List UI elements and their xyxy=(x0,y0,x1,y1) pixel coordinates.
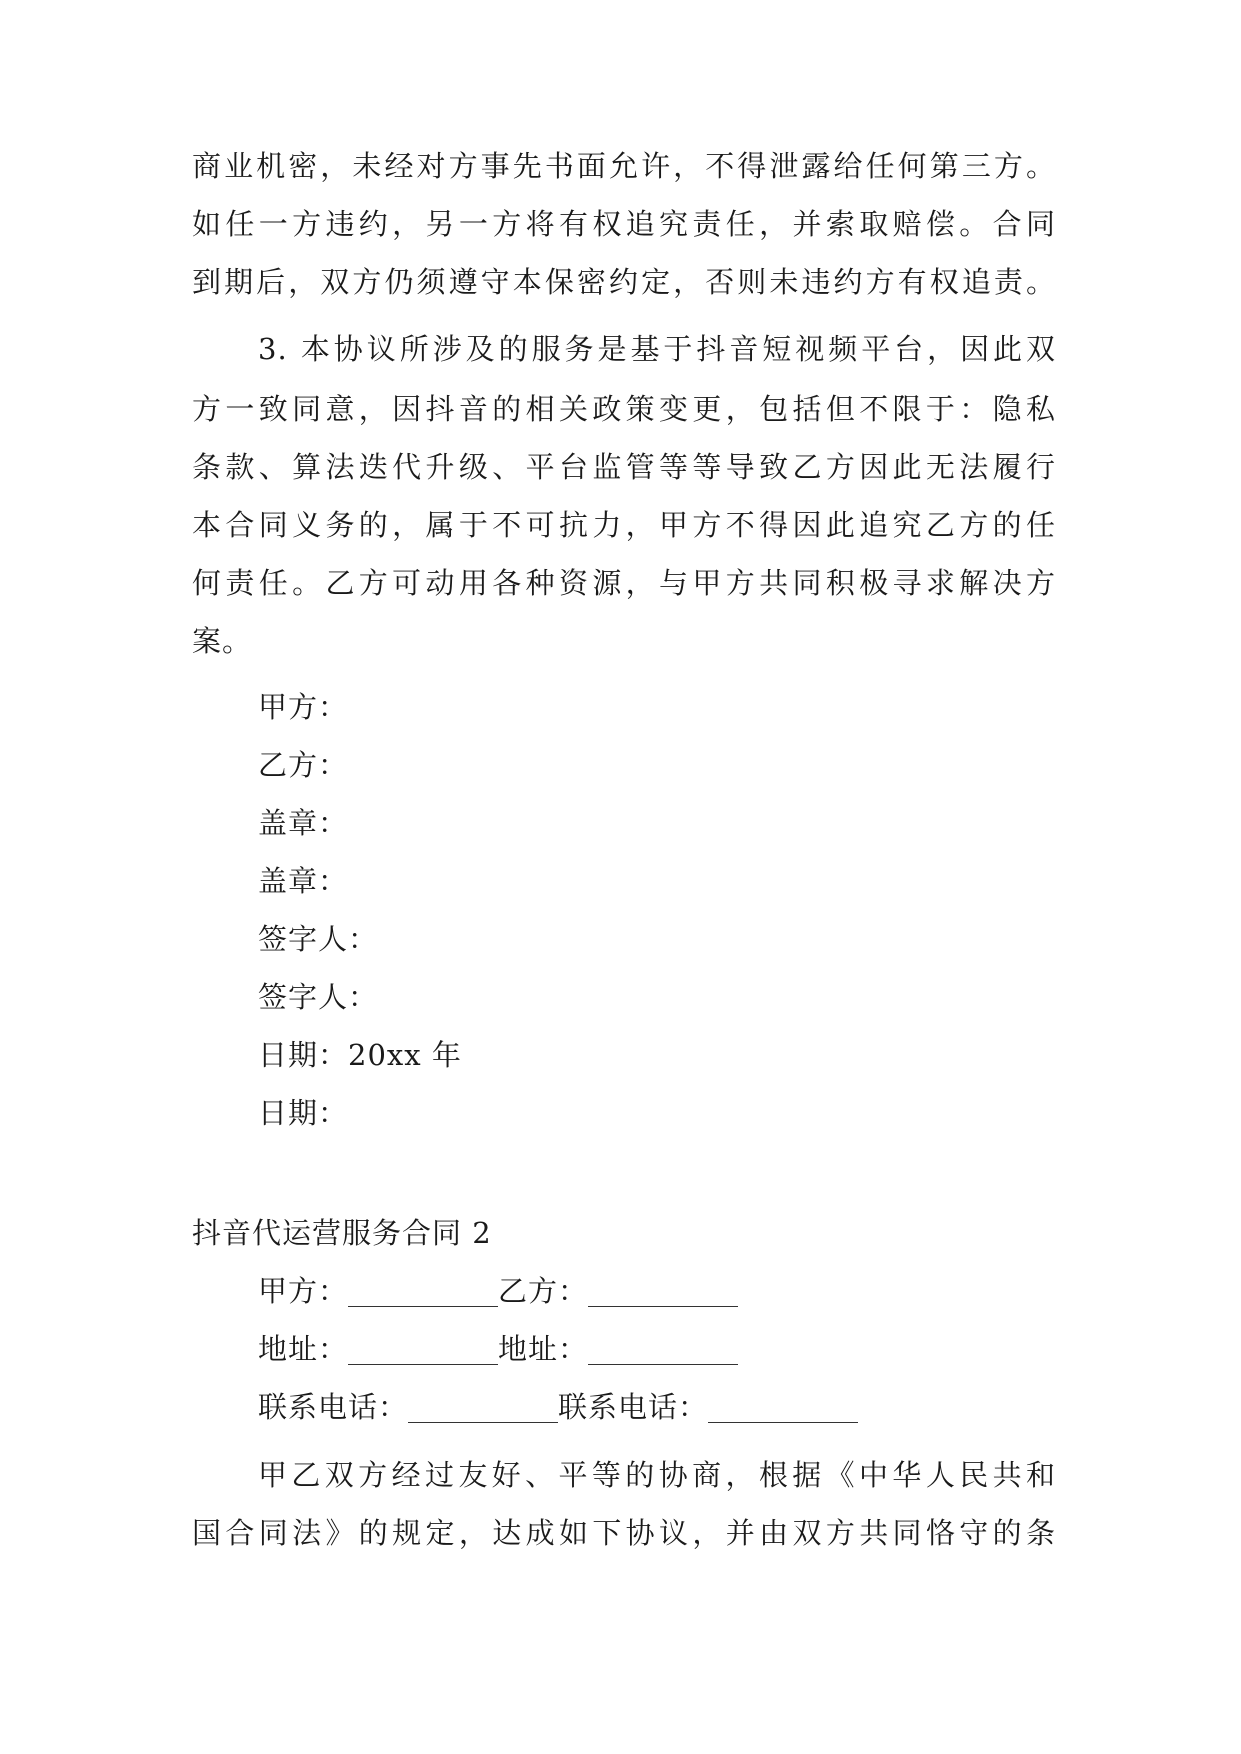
party-row xyxy=(258,1262,738,1320)
party-a-blank xyxy=(348,1272,498,1307)
party-b-label: 乙方： xyxy=(498,1274,589,1308)
clause-3-line: 本合同义务的，属于不可抗力，甲方不得因此追究乙方的任 xyxy=(192,508,1056,542)
clause-3-line: 方一致同意，因抖音的相关政策变更，包括但不限于：隐私 xyxy=(192,392,1056,426)
paragraph-line: 如任一方违约，另一方将有权追究责任，并索取赔偿。合同 xyxy=(192,207,1056,241)
contract-title: 抖音代运营服务合同 2 xyxy=(192,1216,492,1250)
signer-label: 签字人： xyxy=(258,980,379,1014)
address-b-blank xyxy=(588,1330,738,1365)
phone-row xyxy=(258,1378,858,1436)
intro-line: 国合同法》的规定，达成如下协议，并由双方共同恪守的条 xyxy=(192,1516,1056,1550)
address-a-blank xyxy=(348,1330,498,1365)
address-b-label: 地址： xyxy=(498,1332,589,1366)
seal-label: 盖章： xyxy=(258,864,349,898)
address-a-label: 地址： xyxy=(258,1332,349,1366)
intro-line: 甲乙双方经过友好、平等的协商，根据《中华人民共和 xyxy=(258,1458,1056,1492)
phone-b-label: 联系电话： xyxy=(558,1390,709,1424)
clause-3-line: 3. 本协议所涉及的服务是基于抖音短视频平台，因此双 xyxy=(258,332,1056,366)
phone-a-label: 联系电话： xyxy=(258,1390,409,1424)
signer-label: 签字人： xyxy=(258,922,379,956)
party-b-blank xyxy=(588,1272,738,1307)
paragraph-line: 到期后，双方仍须遵守本保密约定，否则未违约方有权追责。 xyxy=(192,265,1056,299)
address-row xyxy=(258,1320,738,1378)
clause-3-line: 条款、算法迭代升级、平台监管等等导致乙方因此无法履行 xyxy=(192,450,1056,484)
phone-b-blank xyxy=(708,1388,858,1423)
phone-a-blank xyxy=(408,1388,558,1423)
date-label: 日期：20xx 年 xyxy=(258,1038,462,1072)
clause-3-line: 案。 xyxy=(192,624,253,658)
paragraph-line: 商业机密，未经对方事先书面允许，不得泄露给任何第三方。 xyxy=(192,149,1056,183)
date-label: 日期： xyxy=(258,1096,349,1130)
party-b-label: 乙方： xyxy=(258,748,349,782)
seal-label: 盖章： xyxy=(258,806,349,840)
party-a-label: 甲方： xyxy=(258,1274,349,1308)
clause-3-line: 何责任。乙方可动用各种资源，与甲方共同积极寻求解决方 xyxy=(192,566,1056,600)
party-a-label: 甲方： xyxy=(258,690,349,724)
